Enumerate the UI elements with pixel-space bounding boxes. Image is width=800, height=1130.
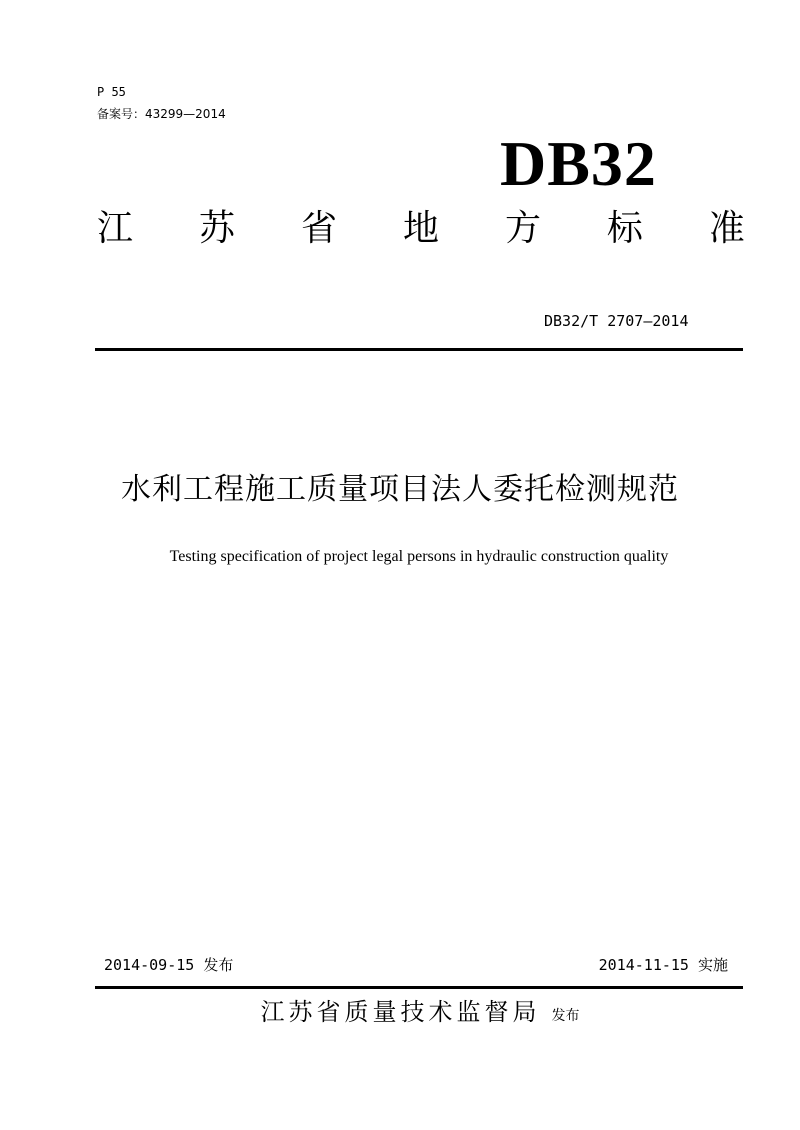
- bottom-divider: [95, 986, 743, 989]
- issue-date: 2014-09-15 发布: [104, 956, 234, 974]
- classification-code: P 55: [97, 85, 126, 99]
- standard-type-title: [97, 206, 745, 252]
- document-title-en: Testing specification of project legal persons in hydraulic construction quality: [169, 548, 669, 565]
- standard-title-char: 标: [606, 208, 643, 249]
- standard-title-char: 省: [300, 208, 337, 249]
- standard-number: DB32/T 2707—2014: [544, 312, 689, 330]
- standard-title-char: 地: [402, 208, 439, 249]
- standard-title-char: 江: [97, 208, 134, 249]
- issuer-line: [0, 994, 800, 1030]
- record-number: 备案号：43299—2014: [97, 107, 226, 121]
- standard-code: DB32: [500, 128, 657, 199]
- document-title-cn: 水利工程施工质量项目法人委托检测规范: [121, 472, 679, 507]
- top-divider: [95, 348, 743, 351]
- issuer-suffix: 发布: [551, 1008, 580, 1024]
- implementation-date: 2014-11-15 实施: [598, 956, 728, 974]
- standard-title-char: 苏: [198, 208, 235, 249]
- standard-title-char: 方: [504, 208, 541, 249]
- standard-title-char: 准: [708, 208, 745, 249]
- issuer-name: 江苏省质量技术监督局: [260, 998, 541, 1026]
